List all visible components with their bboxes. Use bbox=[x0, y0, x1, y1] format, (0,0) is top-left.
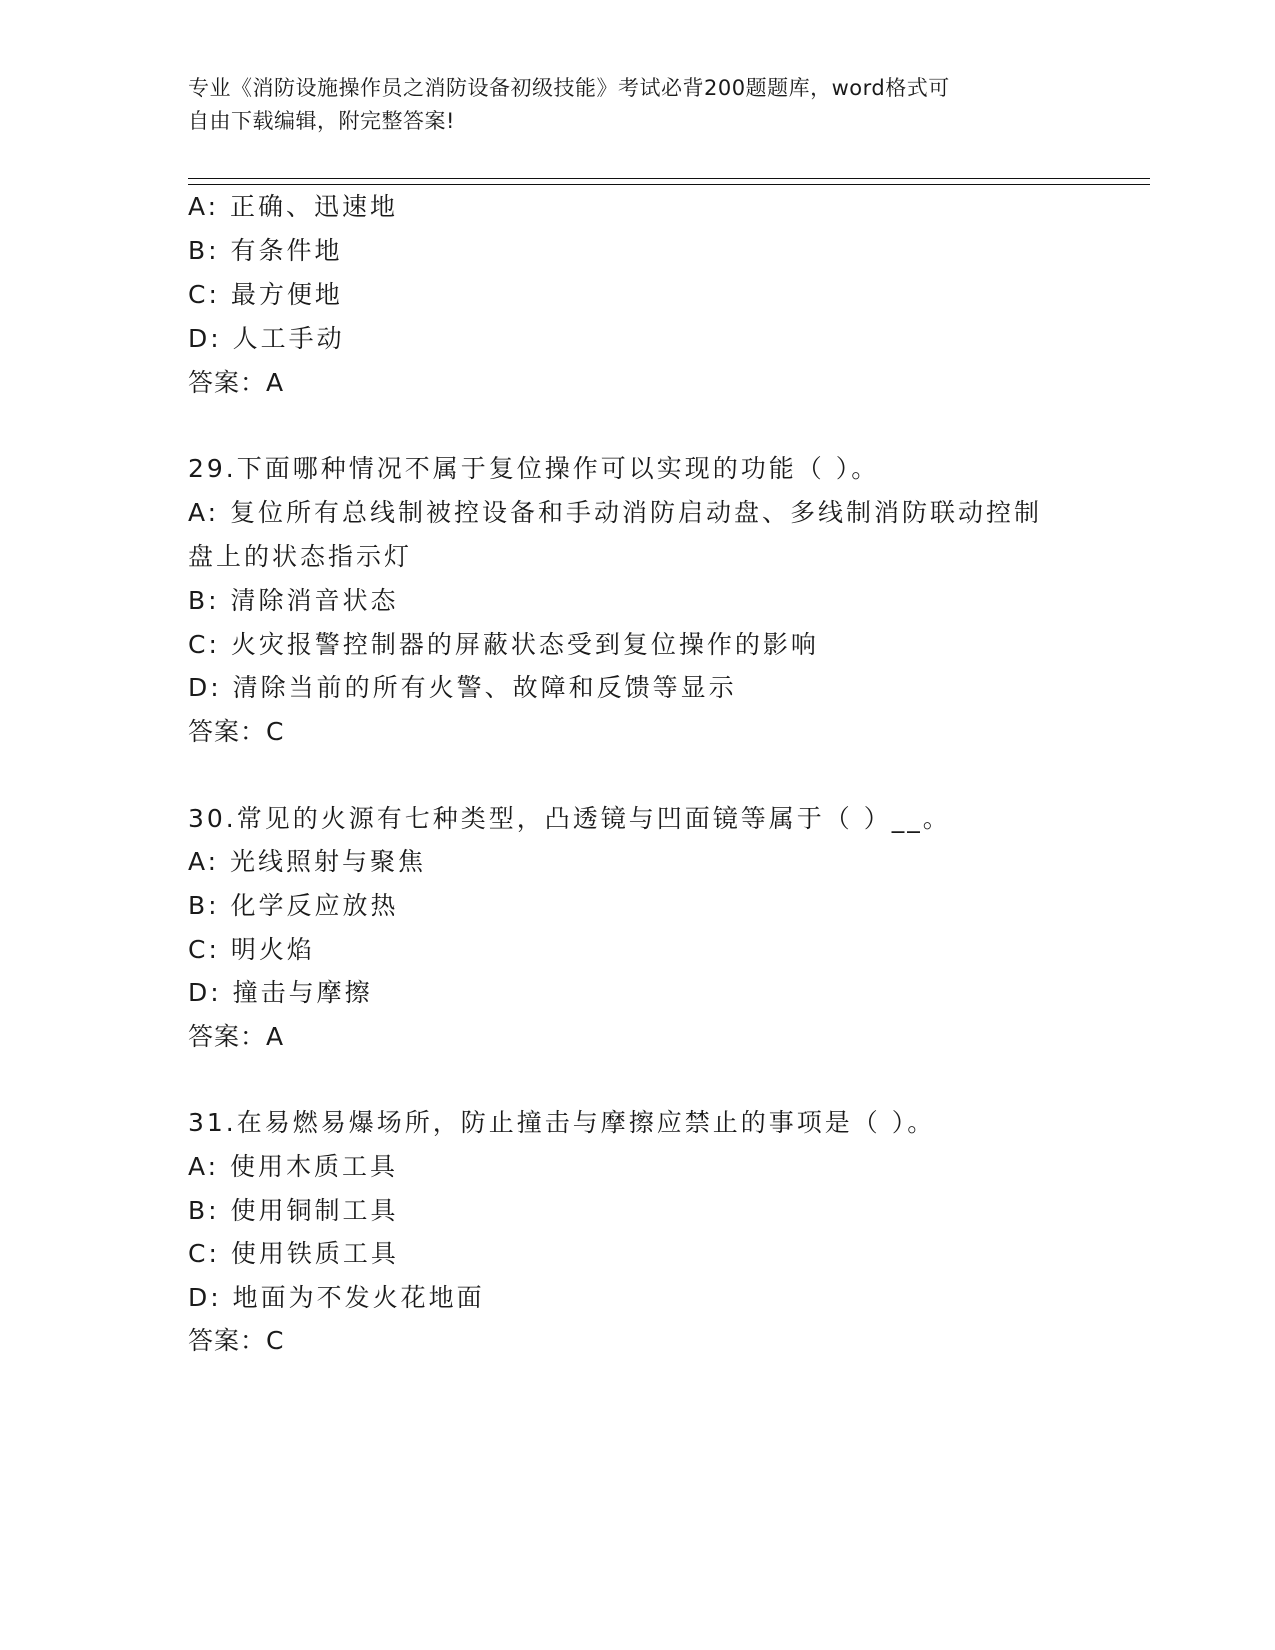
q29-option-c: C: 火灾报警控制器的屏蔽状态受到复位操作的影响 bbox=[188, 630, 819, 659]
q29-option-a-continued: 盘上的状态指示灯 bbox=[188, 542, 413, 571]
q30-option-d: D: 撞击与摩擦 bbox=[188, 978, 373, 1007]
q31-stem: 31.在易燃易爆场所，防止撞击与摩擦应禁止的事项是（ ）。 bbox=[188, 1108, 936, 1137]
q30-option-b: B: 化学反应放热 bbox=[188, 891, 399, 920]
q30-answer: 答案：A bbox=[188, 1022, 285, 1051]
q30-stem: 30.常见的火源有七种类型，凸透镜与凹面镜等属于（ ）__。 bbox=[188, 804, 951, 833]
q28-option-b: B: 有条件地 bbox=[188, 236, 343, 265]
header-divider-bottom bbox=[188, 184, 1150, 185]
q28-answer: 答案：A bbox=[188, 368, 285, 397]
q29-stem: 29.下面哪种情况不属于复位操作可以实现的功能（ ）。 bbox=[188, 454, 880, 483]
q28-option-c: C: 最方便地 bbox=[188, 280, 343, 309]
header-divider-top bbox=[188, 178, 1150, 179]
q29-option-b: B: 清除消音状态 bbox=[188, 586, 399, 615]
q30-option-c: C: 明火焰 bbox=[188, 935, 315, 964]
q31-option-d: D: 地面为不发火花地面 bbox=[188, 1283, 485, 1312]
document-header bbox=[188, 72, 1068, 138]
q31-option-c: C: 使用铁质工具 bbox=[188, 1239, 399, 1268]
q31-answer: 答案：C bbox=[188, 1326, 285, 1355]
q28-option-d: D: 人工手动 bbox=[188, 324, 345, 353]
header-line-2: 自由下载编辑，附完整答案! bbox=[188, 109, 455, 133]
q29-option-d: D: 清除当前的所有火警、故障和反馈等显示 bbox=[188, 673, 737, 702]
header-line-1: 专业《消防设施操作员之消防设备初级技能》考试必背200题题库，word格式可 bbox=[188, 76, 950, 100]
q31-option-a: A: 使用木质工具 bbox=[188, 1152, 399, 1181]
q29-option-a: A: 复位所有总线制被控设备和手动消防启动盘、多线制消防联动控制 bbox=[188, 498, 1043, 527]
q31-option-b: B: 使用铜制工具 bbox=[188, 1196, 399, 1225]
q28-option-a: A: 正确、迅速地 bbox=[188, 192, 399, 221]
q30-option-a: A: 光线照射与聚焦 bbox=[188, 847, 427, 876]
q29-answer: 答案：C bbox=[188, 717, 285, 746]
